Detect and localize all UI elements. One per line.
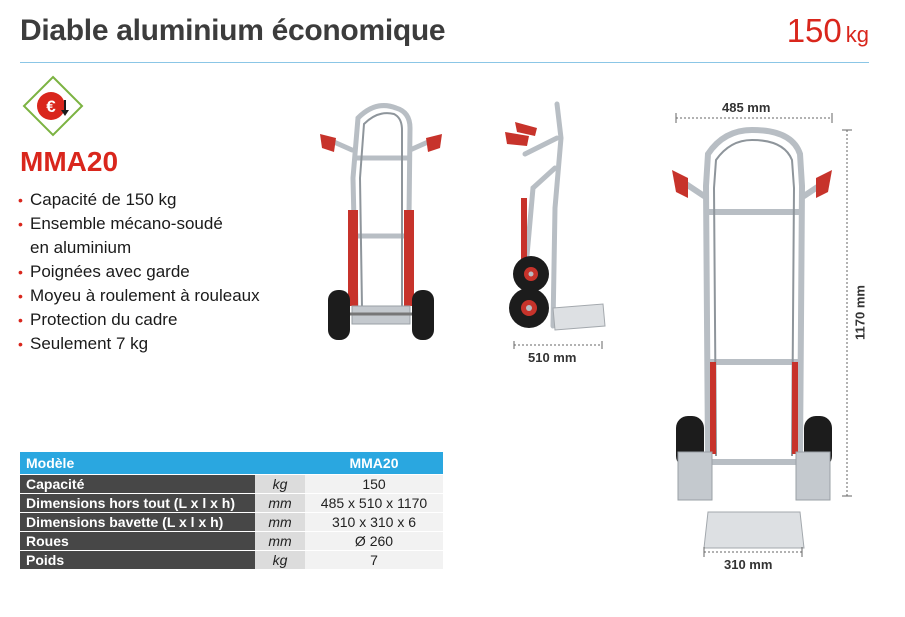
spec-label: Poids bbox=[20, 550, 255, 569]
capacity-unit: kg bbox=[845, 22, 869, 47]
page-title: Diable aluminium économique bbox=[20, 14, 446, 47]
feature-item: • Poignées avec garde bbox=[18, 260, 260, 284]
top-width-label: 485 mm bbox=[722, 100, 771, 115]
svg-text:€: € bbox=[46, 97, 56, 116]
spec-value: 310 x 310 x 6 bbox=[305, 512, 443, 531]
spec-header-unit bbox=[255, 452, 305, 474]
spec-unit: kg bbox=[255, 474, 305, 493]
hand-truck-front-image bbox=[318, 98, 448, 348]
model-name: MMA20 bbox=[20, 146, 119, 177]
spec-table-header bbox=[20, 452, 443, 474]
plate-width-label: 310 mm bbox=[724, 557, 773, 572]
feature-item: • Seulement 7 kg bbox=[18, 332, 260, 356]
side-depth-label: 510 mm bbox=[528, 350, 577, 365]
euro-economy-icon bbox=[22, 75, 84, 137]
spec-value: 485 x 510 x 1170 bbox=[305, 493, 443, 512]
spec-header-model: MMA20 bbox=[305, 452, 443, 474]
spec-value: Ø 260 bbox=[305, 531, 443, 550]
feature-item: • Moyeu à roulement à rouleaux bbox=[18, 284, 260, 308]
spec-label: Capacité bbox=[20, 474, 255, 493]
table-row bbox=[20, 531, 443, 550]
spec-value: 7 bbox=[305, 550, 443, 569]
spec-unit: mm bbox=[255, 493, 305, 512]
spec-table bbox=[20, 452, 443, 570]
height-dimension-line bbox=[841, 128, 853, 498]
feature-item: • Ensemble mécano-soudé bbox=[18, 212, 260, 236]
height-label: 1170 mm bbox=[852, 285, 868, 340]
feature-item: • Protection du cadre bbox=[18, 308, 260, 332]
spec-unit: kg bbox=[255, 550, 305, 569]
side-depth-dimension-line bbox=[512, 340, 604, 350]
spec-unit: mm bbox=[255, 512, 305, 531]
capacity-value: 150 bbox=[786, 12, 842, 49]
table-row bbox=[20, 550, 443, 569]
feature-item-continued: en aluminium bbox=[30, 238, 132, 257]
header-divider bbox=[20, 62, 869, 63]
spec-label: Roues bbox=[20, 531, 255, 550]
spec-label: Dimensions hors tout (L x l x h) bbox=[20, 493, 255, 512]
spec-label: Dimensions bavette (L x l x h) bbox=[20, 512, 255, 531]
hand-truck-side-image bbox=[495, 98, 610, 338]
spec-value: 150 bbox=[305, 474, 443, 493]
feature-list bbox=[18, 188, 260, 356]
hand-truck-dimensioned-image bbox=[664, 126, 840, 556]
top-width-dimension-line bbox=[674, 112, 834, 124]
table-row bbox=[20, 493, 443, 512]
feature-item: • Capacité de 150 kg bbox=[18, 188, 260, 212]
table-row bbox=[20, 474, 443, 493]
spec-unit: mm bbox=[255, 531, 305, 550]
capacity-badge bbox=[787, 12, 869, 50]
spec-header-label: Modèle bbox=[20, 452, 255, 474]
table-row bbox=[20, 512, 443, 531]
